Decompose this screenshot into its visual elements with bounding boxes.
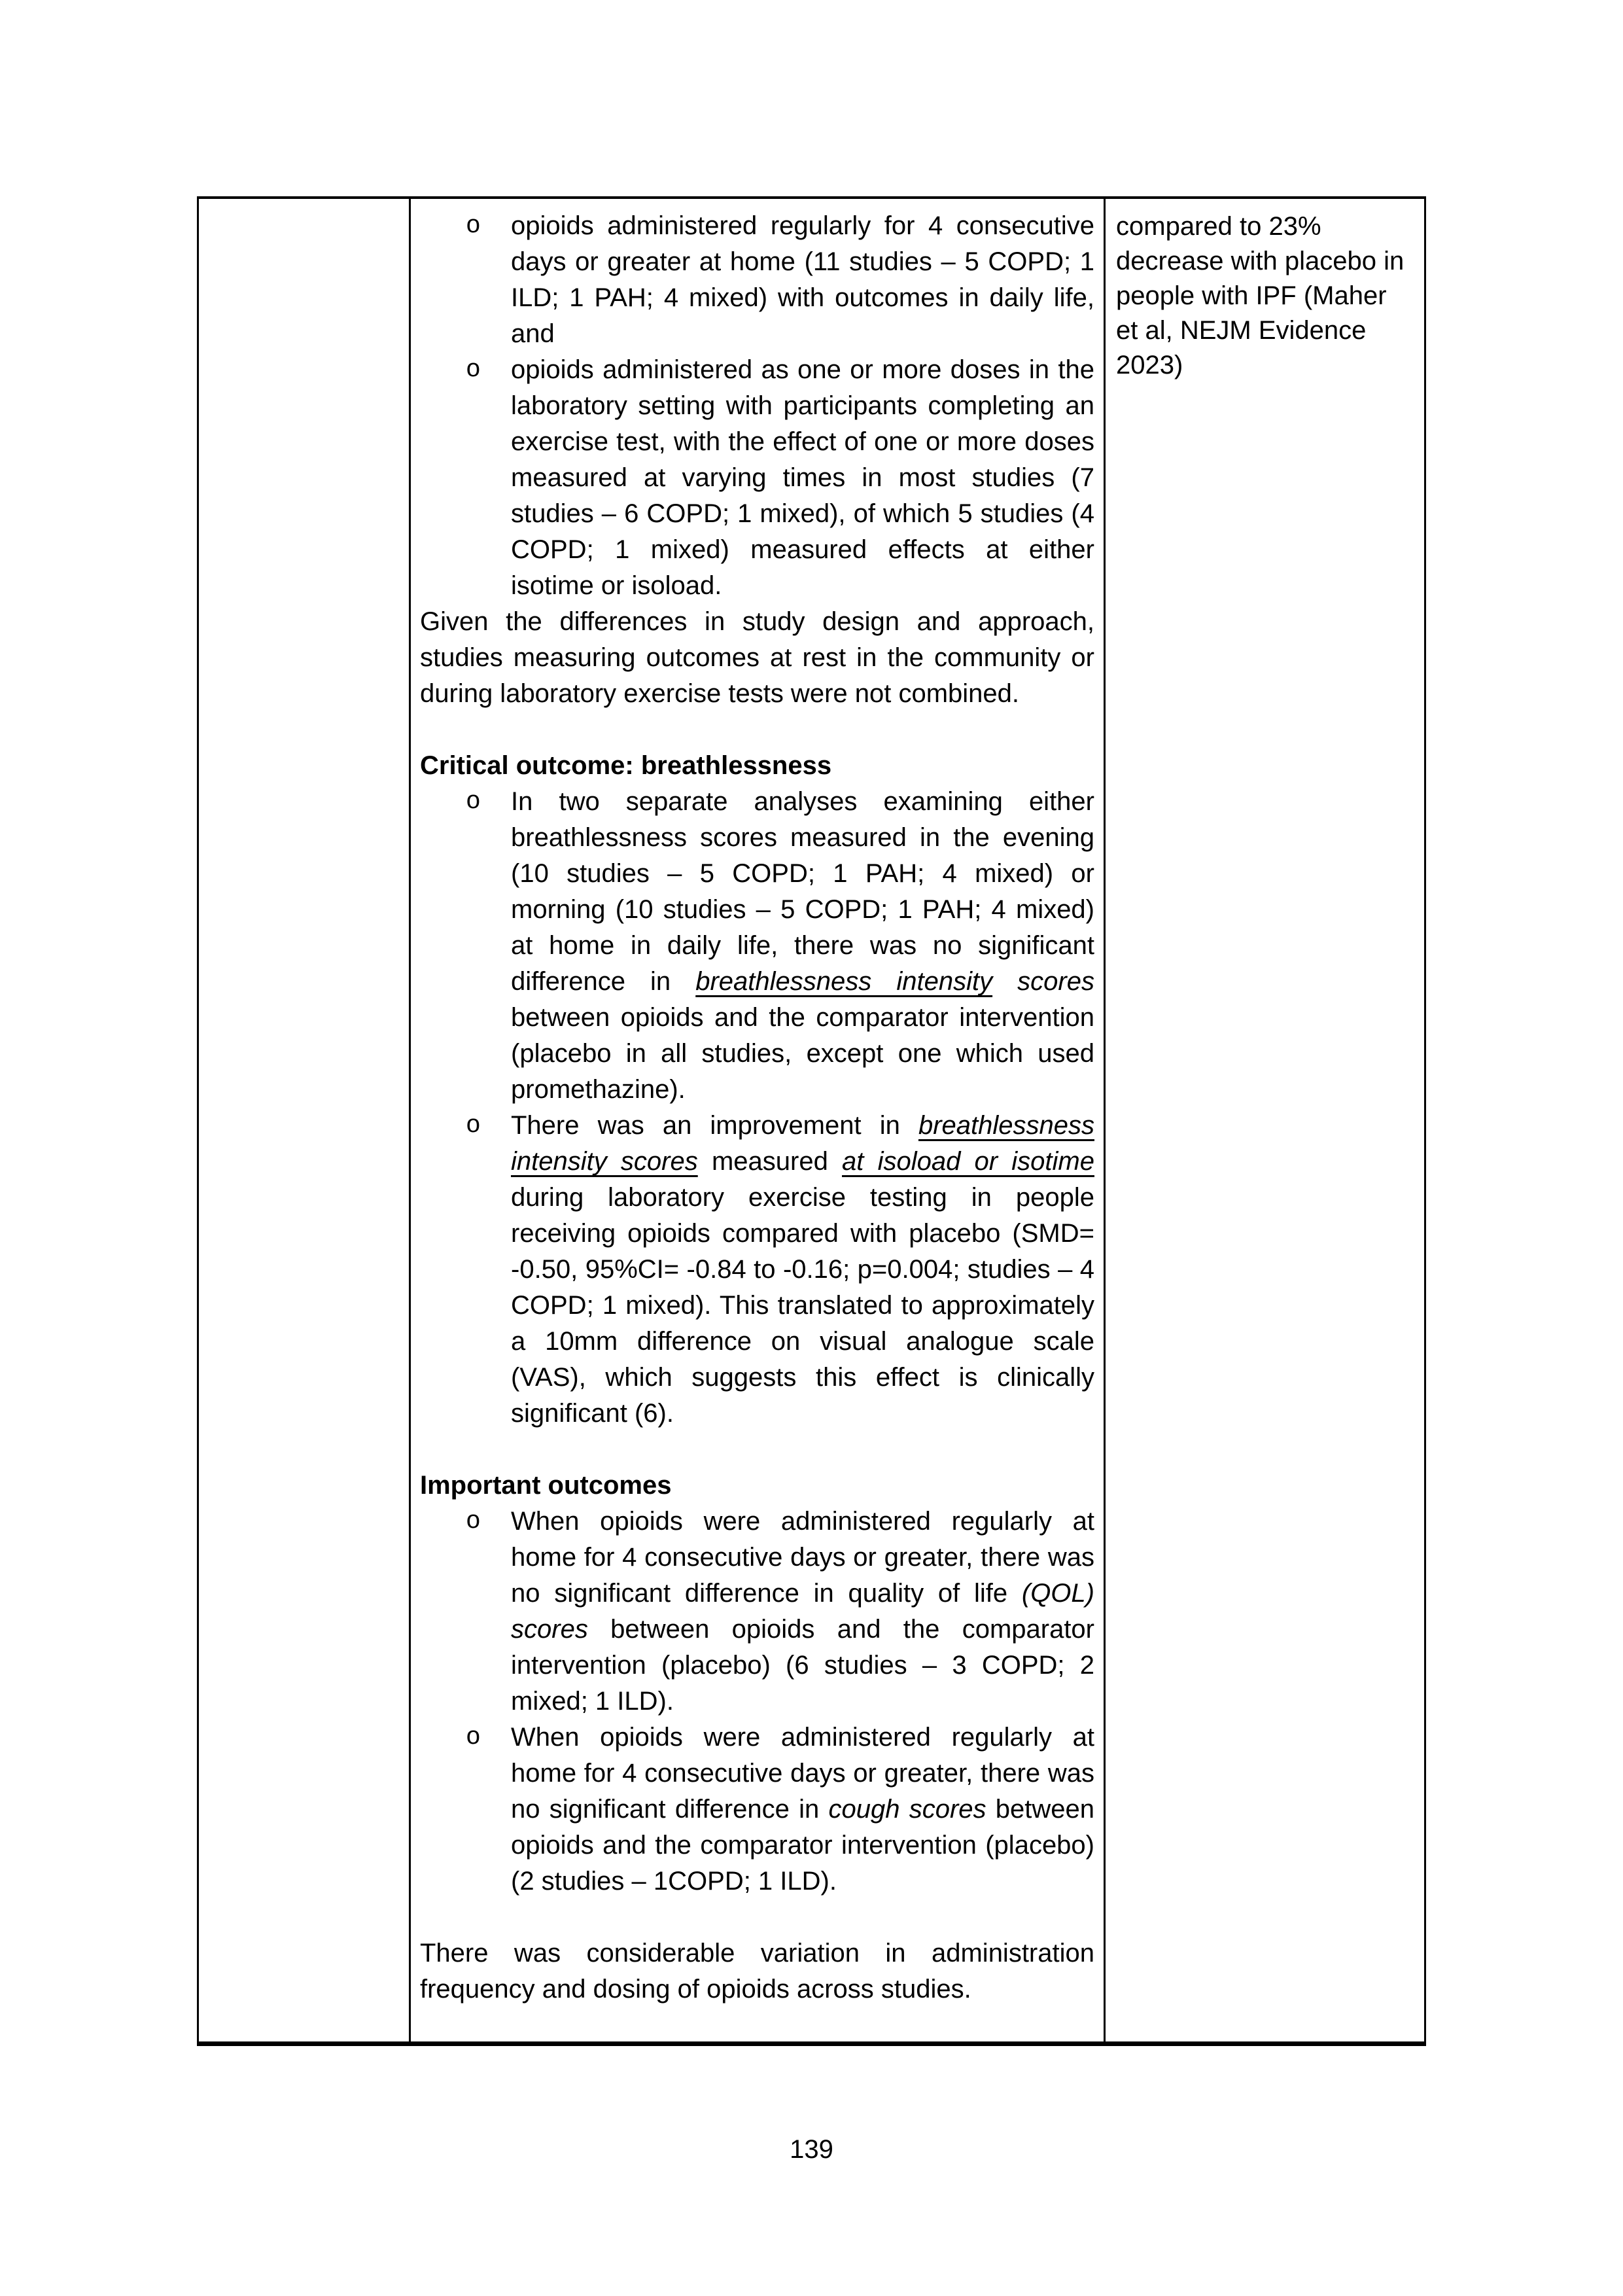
blank-line [420, 1432, 1094, 1468]
section-heading: Critical outcome: breathlessness [420, 751, 832, 780]
blank-line [420, 1899, 1094, 1935]
blank-line [420, 712, 1094, 748]
page-number: 139 [790, 2135, 833, 2164]
bullet-item: o When opioids were administered regularly at home for 4 consecutive days or greater, there was no significant difference in quality of life (QOL) scores between opioids and the comparator intervention (placebo) (6 studies – 3 COPD; 2 mixed; 1 ILD). [420, 1504, 1094, 1720]
bullet-marker: o [466, 356, 481, 384]
bullet-marker: o [466, 788, 481, 816]
paragraph: Given the differences in study design and approach, studies measuring outcomes at rest in the community or during laboratory exercise tests were not combined. [420, 607, 1094, 708]
table-cell-left-empty [199, 199, 409, 2041]
table-cell-comment [1104, 199, 1424, 2041]
bullet-item: o opioids administered as one or more doses in the laboratory setting with participants completing an exercise test, with the effect of one or more doses measured at varying times in most studies (7 studies – 6 COPD; 1 mixed), of which 5 studies (4 COPD; 1 mixed) measured effects at either isotime or isoload. [420, 352, 1094, 604]
evidence-table [197, 196, 1426, 2046]
comment-text: compared to 23% decrease with placebo in people with IPF (Maher et al, NEJM Evidence 2023) [1116, 212, 1405, 380]
bullet-marker: o [466, 1508, 481, 1536]
bullet-marker: o [466, 1723, 481, 1752]
paragraph: There was considerable variation in administration frequency and dosing of opioids across studies. [420, 1939, 1094, 2004]
bullet-marker: o [466, 1112, 481, 1140]
table-cell-findings [409, 199, 1104, 2041]
bullet-marker: o [466, 212, 481, 240]
bullet-item: o There was an improvement in breathlessness intensity scores measured at isoload or isotime during laboratory exercise testing in people receiving opioids compared with placebo (SMD= -0.50, 95%CI= -0.84 to -0.16; p=0.004; studies – 4 COPD; 1 mixed). This translated to approximately a 10mm difference on visual analogue scale (VAS), which suggests this effect is clinically significant (6). [420, 1108, 1094, 1432]
bullet-item: o In two separate analyses examining either breathlessness scores measured in the evening (10 studies – 5 COPD; 1 PAH; 4 mixed) or morning (10 studies – 5 COPD; 1 PAH; 4 mixed) at home in daily life, there was no significant difference in breathlessness intensity scores between opioids and the comparator intervention (placebo in all studies, except one which used promethazine). [420, 784, 1094, 1108]
section-heading: Important outcomes [420, 1471, 672, 1500]
bullet-item: o When opioids were administered regularly at home for 4 consecutive days or greater, there was no significant difference in cough scores between opioids and the comparator intervention (placebo) (2 studies – 1COPD; 1 ILD). [420, 1720, 1094, 1899]
bullet-item: o opioids administered regularly for 4 consecutive days or greater at home (11 studies – 5 COPD; 1 ILD; 1 PAH; 4 mixed) with outcomes in daily life, and [420, 208, 1094, 352]
